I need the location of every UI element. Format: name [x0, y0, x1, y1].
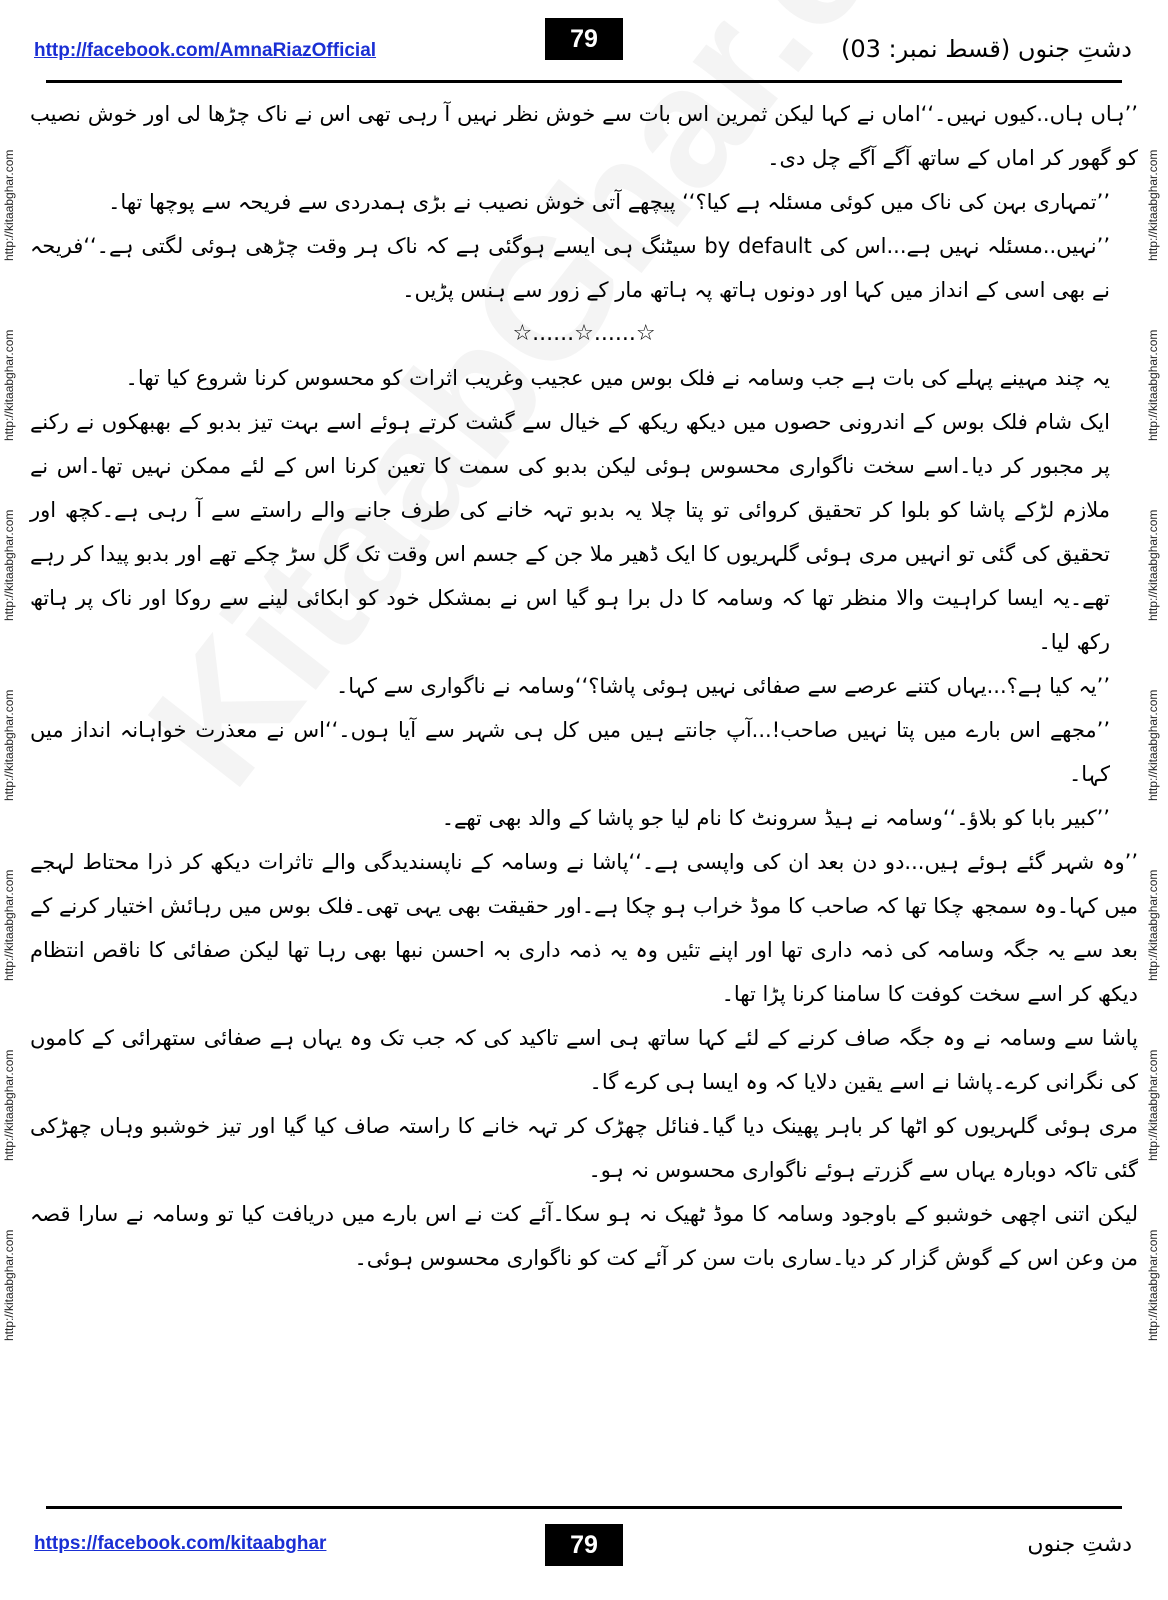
paragraph: ’’تمہاری بہن کی ناک میں کوئی مسئلہ ہے کیا؟‘‘ پیچھے آتی خوش نصیب نے بڑی ہمدردی سے فریحہ سے پوچھا تھا۔	[108, 190, 1110, 214]
paragraph: ’’مجھے اس بارے میں پتا نہیں صاحب!...آپ جانتے ہیں میں کل ہی شہر سے آیا ہوں۔‘‘اس نے معذرت خواہانہ انداز میں کہا۔	[30, 718, 1110, 786]
paragraph: ’’کبیر بابا کو بلاؤ۔‘‘وسامہ نے ہیڈ سرونٹ کا نام لیا جو پاشا کے والد بھی تھے۔	[441, 806, 1110, 830]
side-url: http://kitaabghar.com	[2, 689, 16, 801]
side-url: http://kitaabghar.com	[1146, 1049, 1160, 1161]
side-url: http://kitaabghar.com	[2, 1049, 16, 1161]
paragraph: ’’وہ شہر گئے ہوئے ہیں...دو دن بعد ان کی واپسی ہے۔‘‘پاشا نے وسامہ کے ناپسندیدگی والے تاثرات دیکھ کر ذرا محتاط لہجے میں کہا۔وہ سمجھ چکا تھا کہ صاحب کا موڈ خراب ہو چکا ہے۔اور حقیقت بھی یہی تھی۔فلک بوس میں رہائش اختیار کرنے کے بعد سے یہ جگہ وسامہ کی ذمہ داری تھا اور اپنے تئیں وہ یہ ذمہ داری بہ احسن نبھا بھی رہا تھا لیکن صفائی کا ناقص انتظام دیکھ کر اسے سخت کوفت کا سامنا کرنا پڑا تھا۔	[30, 850, 1138, 1006]
header-page-number: 79	[545, 18, 623, 60]
side-url: http://kitaabghar.com	[2, 509, 16, 621]
left-margin-watermarks	[2, 90, 22, 1490]
paragraph: ’’ہاں ہاں..کیوں نہیں۔‘‘اماں نے کہا لیکن ثمرین اس بات سے خوش نظر نہیں آ رہی تھی اس نے ناک چڑھا لی اور خوش نصیب کو گھور کر اماں کے ساتھ آگے آگے چل دی۔	[30, 102, 1138, 170]
footer-rule	[46, 1506, 1122, 1509]
side-url: http://kitaabghar.com	[1146, 1229, 1160, 1341]
side-url: http://kitaabghar.com	[1146, 689, 1160, 801]
right-margin-watermarks	[1146, 90, 1166, 1490]
side-url: http://kitaabghar.com	[1146, 329, 1160, 441]
page-header	[28, 18, 1140, 82]
paragraph: ’’نہیں..مسئلہ نہیں ہے...اس کی by default سیٹنگ ہی ایسے ہوگئی ہے کہ ناک ہر وقت چڑھی ہوئی لگتی ہے۔‘‘فریحہ نے بھی اسی کے انداز میں کہا اور دونوں ہاتھ پہ ہاتھ مار کے زور سے ہنس پڑیں۔	[30, 234, 1111, 302]
header-facebook-link[interactable]: http://facebook.com/AmnaRiazOfficial	[34, 40, 377, 61]
side-url: http://kitaabghar.com	[2, 869, 16, 981]
footer-title: دشتِ جنوں	[1027, 1532, 1132, 1557]
side-url: http://kitaabghar.com	[1146, 149, 1160, 261]
paragraph: مری ہوئی گلہریوں کو اٹھا کر باہر پھینک دیا گیا۔فنائل چھڑک کر تہہ خانے کا راستہ صاف کیا گیا اور تیز خوشبو وہاں چھڑکی گئی تاکہ دوبارہ یہاں سے گزرتے ہوئے ناگواری محسوس نہ ہو۔	[30, 1114, 1138, 1182]
section-divider: ☆......☆......☆	[512, 321, 656, 346]
paragraph: پاشا سے وسامہ نے وہ جگہ صاف کرنے کے لئے کہا ساتھ ہی اسے تاکید کی کہ جب تک وہ یہاں ہے صفائی ستھرائی کے کاموں کی نگرانی کرے۔پاشا نے اسے یقین دلایا کہ وہ ایسا ہی کرے گا۔	[30, 1026, 1138, 1094]
side-url: http://kitaabghar.com	[2, 149, 16, 261]
paragraph: ’’یہ کیا ہے؟...یہاں کتنے عرصے سے صفائی نہیں ہوئی پاشا؟‘‘وسامہ نے ناگواری سے کہا۔	[335, 674, 1110, 698]
side-url: http://kitaabghar.com	[2, 329, 16, 441]
paragraph: یہ چند مہینے پہلے کی بات ہے جب وسامہ نے فلک بوس میں عجیب وغریب اثرات کو محسوس کرنا شروع کیا تھا۔	[125, 366, 1110, 390]
header-rule	[46, 80, 1122, 83]
side-url: http://kitaabghar.com	[1146, 869, 1160, 981]
paragraph: ایک شام فلک بوس کے اندرونی حصوں میں دیکھ ریکھ کے خیال سے گشت کرتے ہوئے اسے بہت تیز بدبو کے بھبھکوں نے رکنے پر مجبور کر دیا۔اسے سخت ناگواری محسوس ہوئی لیکن بدبو کی سمت کا تعین کرنا اس کے لئے ممکن نہیں تھا۔اس نے ملازم لڑکے پاشا کو بلوا کر تحقیق کروائی تو پتا چلا یہ بدبو تہہ خانے کی طرف جانے والے راستے سے آ رہی ہے۔کچھ اور تحقیق کی گئی تو انہیں مری ہوئی گلہریوں کا ایک ڈھیر ملا جن کے جسم اس وقت تک گل سڑ چکے تھے اور بدبو پیدا کر رہے تھے۔یہ ایسا کراہیت والا منظر تھا کہ وسامہ کا دل برا ہو گیا اس نے بمشکل خود کو ابکائی لینے سے روکا اور ناک پر ہاتھ رکھ لیا۔	[30, 410, 1110, 654]
header-title: دشتِ جنوں (قسط نمبر: 03)	[840, 35, 1132, 63]
side-url: http://kitaabghar.com	[1146, 509, 1160, 621]
page-footer	[28, 1516, 1140, 1580]
story-body	[30, 92, 1138, 1280]
footer-facebook-link[interactable]: https://facebook.com/kitaabghar	[34, 1533, 327, 1554]
footer-page-number: 79	[545, 1524, 623, 1566]
side-url: http://kitaabghar.com	[2, 1229, 16, 1341]
paragraph: لیکن اتنی اچھی خوشبو کے باوجود وسامہ کا موڈ ٹھیک نہ ہو سکا۔آئے کت نے اس بارے میں دریافت کیا تو وسامہ نے سارا قصہ من وعن اس کے گوش گزار کر دیا۔ساری بات سن کر آئے کت کو ناگواری محسوس ہوئی۔	[30, 1202, 1138, 1270]
